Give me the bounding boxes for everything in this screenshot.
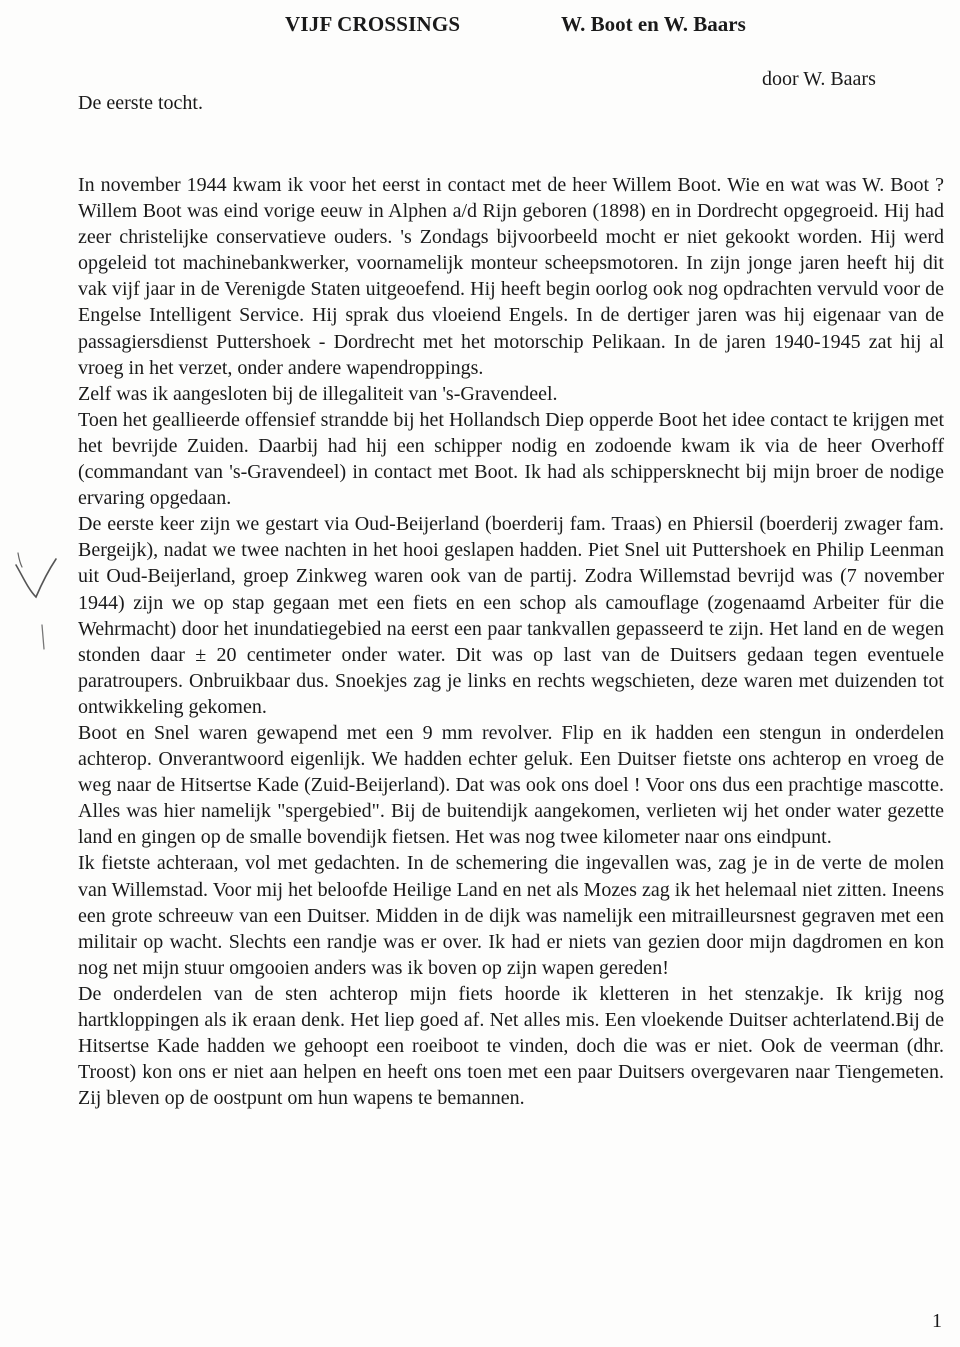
document-authors: W. Boot en W. Baars bbox=[561, 12, 746, 36]
paragraph: De onderdelen van de sten achterop mijn fiets hoorde ik kletteren in het stenzakje. Ik krijg nog hartkloppingen als ik eraan denk. Het liep goed af. Net alles mis. Een vloekende Duitser achterlatend.Bij de Hitsertse Kade hadden we gehoopt een roeiboot te vinden, doch die was er niet. Ook de veerman (dhr. Troost) kon ons er niet aan helpen en heeft ons toen met een paar Duitsers overgevaren naar Tiengemeten. Zij bleven op de oostpunt om hun wapens te bemannen. bbox=[78, 982, 944, 1110]
page-number: 1 bbox=[932, 1310, 942, 1332]
document-title: VIJF CROSSINGS bbox=[285, 12, 461, 36]
paragraph: Ik fietste achteraan, vol met gedachten. In de schemering die ingevallen was, zag je in de verte de molen van Willemstad. Voor mij het beloofde Heilige Land en net als Mozes zag ik het helemaal niet zitten. Ineens een grote schreeuw van een Duitser. Midden in de dijk was namelijk een mitrailleursnest gegraven met een militair op wacht. Slechts een randje was er over. Ik had er niets van gezien door mijn dagdromen en kon nog net mijn stuur omgooien anders was ik boven op zijn wapen gereden! bbox=[78, 852, 944, 979]
section-heading: De eerste tocht. bbox=[78, 92, 203, 114]
byline: door W. Baars bbox=[762, 68, 876, 90]
paragraph: In november 1944 kwam ik voor het eerst in contact met de heer Willem Boot. Wie en wat was W. Boot ? Willem Boot was eind vorige eeuw in Alphen a/d Rijn geboren (1898) en in Dordrecht opgegroeid. Hij had zeer christelijke conservatieve ouders. 's Zondags bijvoorbeeld mocht er niet gekookt worden. Hij werd opgeleid tot machinebankwerker, voornamelijk monteur scheepsmotoren. In zijn jonge jaren heeft hij dit vak vijf jaar in de Verenigde Staten uitgeoefend. Hij heeft begin oorlog ook nog opdrachten vervuld voor de Engelse Intelligent Service. Hij sprak dus vloeiend Engels. In de dertiger jaren was hij eigenaar van de passagiersdienst Puttershoek - Dordrecht met het motorschip Pelikaan. In de jaren 1940-1945 zat hij al vroeg in het verzet, onder andere wapendroppings. bbox=[78, 174, 944, 379]
paragraph: Zelf was ik aangesloten bij de illegaliteit van 's-Gravendeel. bbox=[78, 382, 558, 405]
handwritten-check-mark bbox=[6, 545, 62, 655]
paragraph: Toen het geallieerde offensief strandde bij het Hollandsch Diep opperde Boot het idee contact te krijgen met het bevrijde Zuiden. Daarbij had hij een schipper nodig en zodoende kwam ik via de heer Overhoff (commandant van 's-Gravendeel) in contact met Boot. Ik had als schippersknecht bij mijn broer de nodige ervaring opgedaan. bbox=[78, 408, 944, 510]
paragraph: De eerste keer zijn we gestart via Oud-Beijerland (boerderij fam. Traas) en Phiersil (boerderij zwager fam. Bergeijk), nadat we twee nachten in het hooi geslapen hadden. Piet Snel uit Puttershoek en Philip Leenman uit Oud-Beijerland, groep Zinkweg waren ook van de partij. Zodra Willemstad bevrijd was (7 november 1944) zijn we op stap gegaan met een fiets en een schop als camouflage (zogenaamd Arbeiter für die Wehrmacht) door het inundatiegebied na eerst een paar tankvallen gepasseerd te zijn. Het land en de wegen stonden daar ± 20 centimeter onder water. Dit was op last van de Duitsers gedaan tegen eventuele paratroupers. Onbruikbaar dus. Snoekjes zag je links en rechts wegschieten, deze waren met duizenden tot ontwikkeling gekomen. bbox=[78, 513, 944, 718]
body-text bbox=[78, 172, 944, 1111]
paragraph: Boot en Snel waren gewapend met een 9 mm revolver. Flip en ik hadden een stengun in onderdelen achterop. Onverantwoord eigenlijk. We hadden echter geluk. Een Duitser fietste ons achterop en vroeg de weg naar de Hitsertse Kade (Zuid-Beijerland). Dat was ook ons doel ! Voor ons dus een prachtige mascotte. Alles was hier namelijk "spergebied". Bij de buitendijk aangekomen, verlieten wij het onder water gezette land en gingen op de smalle bovendijk fietsen. Het was nog twee kilometer naar ons eindpunt. bbox=[78, 721, 944, 849]
